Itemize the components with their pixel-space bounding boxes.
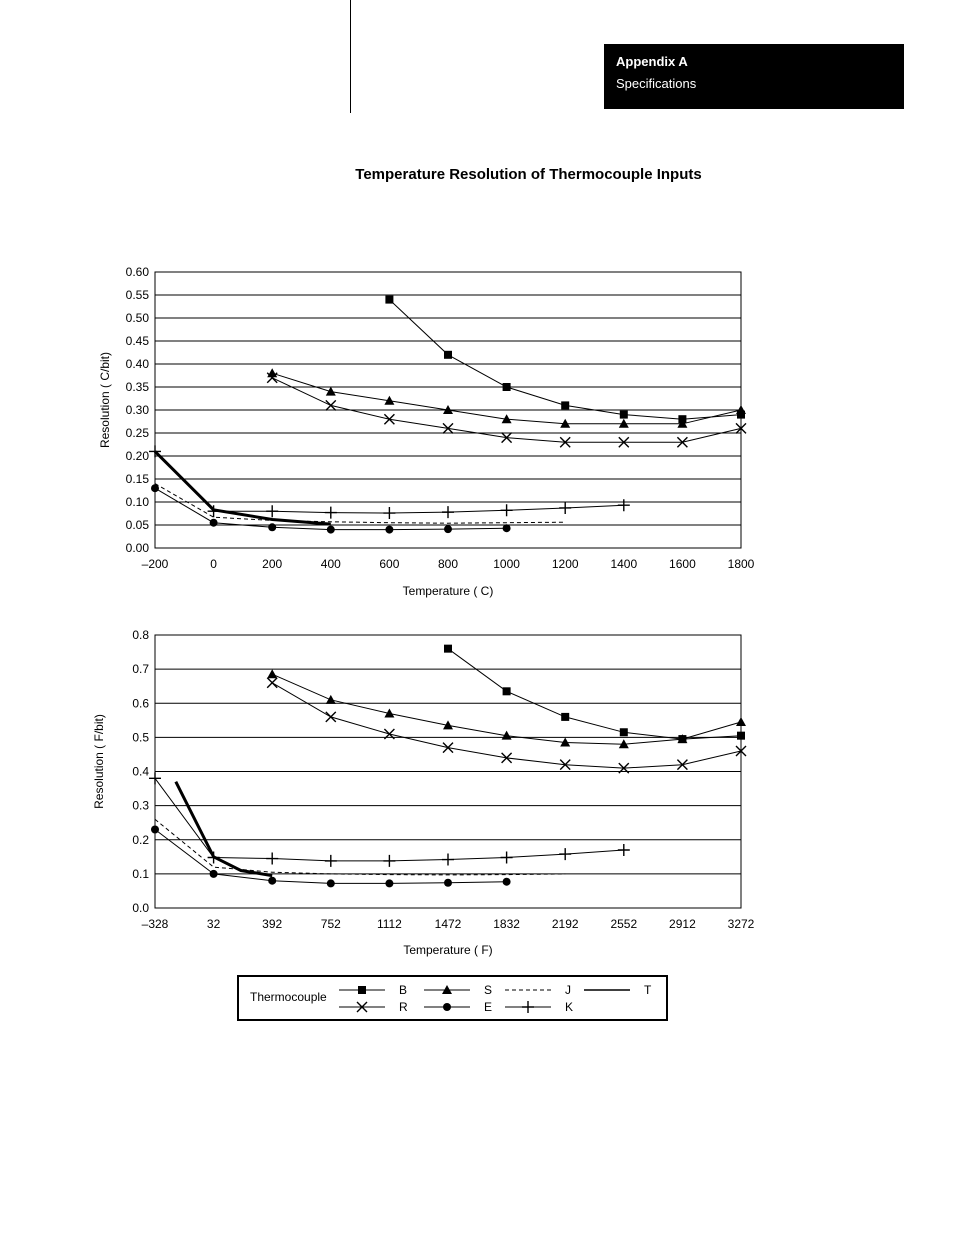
series-B [385, 296, 745, 424]
series-line-B [448, 649, 741, 739]
fahrenheit-chart [0, 620, 954, 965]
data-point-K [149, 772, 161, 784]
y-tick-label: 0.7 [132, 662, 149, 677]
data-point-K [383, 855, 395, 867]
data-point-R [267, 678, 277, 688]
data-point-E [268, 523, 276, 531]
y-axis-label: Resolution ( F/bit) [92, 714, 106, 809]
series-J [155, 484, 565, 524]
y-tick-label: 0.05 [125, 518, 149, 532]
y-tick-label: 0.15 [125, 472, 149, 486]
x-tick-label: 1832 [493, 917, 520, 931]
data-point-K [442, 854, 454, 866]
legend-label: K [565, 1000, 574, 1014]
x-axis-label: Temperature ( F) [403, 943, 493, 957]
series-line-T [176, 782, 272, 876]
legend-label: J [565, 983, 571, 997]
data-point-R [384, 414, 394, 424]
x-tick-label: 1800 [727, 557, 755, 571]
x-tick-label: 800 [437, 557, 459, 571]
y-tick-label: 0.0 [132, 901, 149, 915]
vertical-rule [350, 0, 351, 113]
x-tick-label: 1000 [493, 557, 520, 571]
data-point-S [619, 419, 629, 428]
y-tick-label: 0.35 [125, 380, 149, 394]
section-header [604, 44, 904, 109]
x-tick-label: 200 [262, 557, 283, 571]
y-tick-label: 0.5 [132, 730, 149, 745]
y-tick-label: 0.2 [132, 832, 149, 847]
x-tick-label: 392 [262, 917, 283, 931]
series-line-T [155, 451, 331, 524]
data-point-K [559, 848, 571, 860]
data-point-S [267, 368, 277, 377]
legend-label: T [644, 983, 652, 997]
legend-entry-S [424, 983, 492, 997]
y-tick-label: 0.55 [125, 288, 149, 302]
appendix-label: Appendix A [616, 54, 688, 69]
data-point-S [736, 717, 746, 726]
x-tick-label: 1400 [610, 557, 638, 571]
data-point-K [266, 505, 278, 517]
series-line-K [155, 451, 624, 513]
data-point-R [443, 423, 453, 433]
data-point-R [326, 400, 336, 410]
data-point-E [385, 526, 393, 534]
legend-entry-J [505, 983, 571, 997]
legend-entry-K [505, 1000, 573, 1014]
data-point-S [326, 695, 336, 704]
legend-label: S [484, 983, 493, 997]
celsius-chart [0, 258, 954, 603]
data-point-K [325, 507, 337, 519]
data-point-K [325, 855, 337, 867]
legend-label: R [399, 1000, 408, 1014]
y-tick-label: 0.1 [132, 866, 149, 881]
legend-entry-B [339, 983, 407, 997]
y-tick-label: 0.00 [125, 541, 149, 555]
data-point-E [210, 870, 218, 878]
x-tick-label: 752 [320, 917, 341, 931]
y-tick-label: 0.40 [125, 357, 149, 371]
data-point-K [501, 851, 513, 863]
data-point-S [326, 387, 336, 396]
data-point-B [737, 732, 745, 740]
x-tick-label: 2912 [669, 917, 696, 931]
legend-marker [358, 986, 366, 994]
x-axis-label: Temperature ( C) [402, 584, 494, 598]
x-tick-label: 1112 [376, 917, 402, 931]
legend-graphic [239, 977, 666, 1019]
legend-label: B [399, 983, 408, 997]
data-point-K [618, 499, 630, 511]
data-point-R [326, 712, 336, 722]
data-point-E [444, 525, 452, 533]
legend-entry-E [424, 1000, 492, 1014]
data-point-B [444, 351, 452, 359]
data-point-E [503, 878, 511, 886]
data-point-E [385, 879, 393, 887]
x-tick-label: 0 [210, 557, 217, 571]
x-tick-label: –328 [141, 917, 169, 931]
data-point-E [210, 519, 218, 527]
x-tick-label: 2192 [551, 917, 579, 931]
x-tick-label: 32 [206, 917, 221, 931]
data-point-B [561, 401, 569, 409]
data-point-B [620, 411, 628, 419]
series-K [149, 772, 630, 867]
y-tick-label: 0.3 [132, 798, 149, 813]
series-S [267, 669, 746, 748]
y-tick-label: 0.60 [125, 265, 149, 279]
data-point-K [383, 507, 395, 519]
y-tick-label: 0.25 [125, 426, 149, 440]
series-T [176, 782, 272, 876]
x-tick-label: 3272 [727, 917, 755, 931]
legend-entry-R [339, 1000, 408, 1014]
y-tick-label: 0.10 [125, 495, 149, 509]
y-axis-label: Resolution ( C/bit) [98, 351, 112, 449]
x-tick-label: 2552 [610, 917, 638, 931]
data-point-B [503, 383, 511, 391]
y-tick-label: 0.45 [125, 334, 149, 348]
series-B [444, 645, 745, 743]
series-J [155, 819, 565, 875]
y-tick-label: 0.6 [132, 696, 149, 711]
data-point-K [559, 502, 571, 514]
legend-label: E [484, 1000, 493, 1014]
data-point-K [618, 844, 630, 856]
series-line-J [155, 484, 565, 524]
data-point-E [327, 526, 335, 534]
data-point-B [503, 687, 511, 695]
data-point-B [444, 645, 452, 653]
page-title: Temperature Resolution of Thermocouple Inputs [355, 166, 702, 183]
series-line-J [155, 819, 565, 875]
y-tick-label: 0.20 [125, 449, 149, 463]
data-point-E [444, 879, 452, 887]
data-point-B [385, 296, 393, 304]
legend-title: Thermocouple [250, 990, 327, 1004]
data-point-K [442, 506, 454, 518]
x-tick-label: –200 [141, 557, 169, 571]
y-tick-label: 0.4 [132, 764, 149, 779]
y-tick-label: 0.50 [125, 311, 149, 325]
y-tick-label: 0.8 [132, 628, 149, 642]
data-point-R [443, 743, 453, 753]
x-tick-label: 1600 [669, 557, 696, 571]
x-tick-label: 400 [320, 557, 341, 571]
data-point-E [503, 524, 511, 532]
data-point-E [151, 826, 159, 834]
y-tick-label: 0.30 [125, 403, 149, 417]
legend-marker [443, 1003, 451, 1011]
series-T [155, 451, 331, 524]
section-label: Specifications [616, 76, 697, 91]
data-point-B [620, 728, 628, 736]
data-point-K [266, 853, 278, 865]
data-point-E [327, 879, 335, 887]
data-point-S [267, 669, 277, 678]
x-tick-label: 1472 [434, 917, 462, 931]
legend-entry-T [584, 983, 652, 997]
x-tick-label: 600 [379, 557, 400, 571]
data-point-E [268, 877, 276, 885]
legend [237, 975, 668, 1021]
series-line-R [272, 683, 741, 768]
data-point-B [561, 713, 569, 721]
series-line-K [155, 778, 624, 861]
x-tick-label: 1200 [551, 557, 579, 571]
legend-marker [522, 1001, 534, 1013]
data-point-K [501, 504, 513, 516]
